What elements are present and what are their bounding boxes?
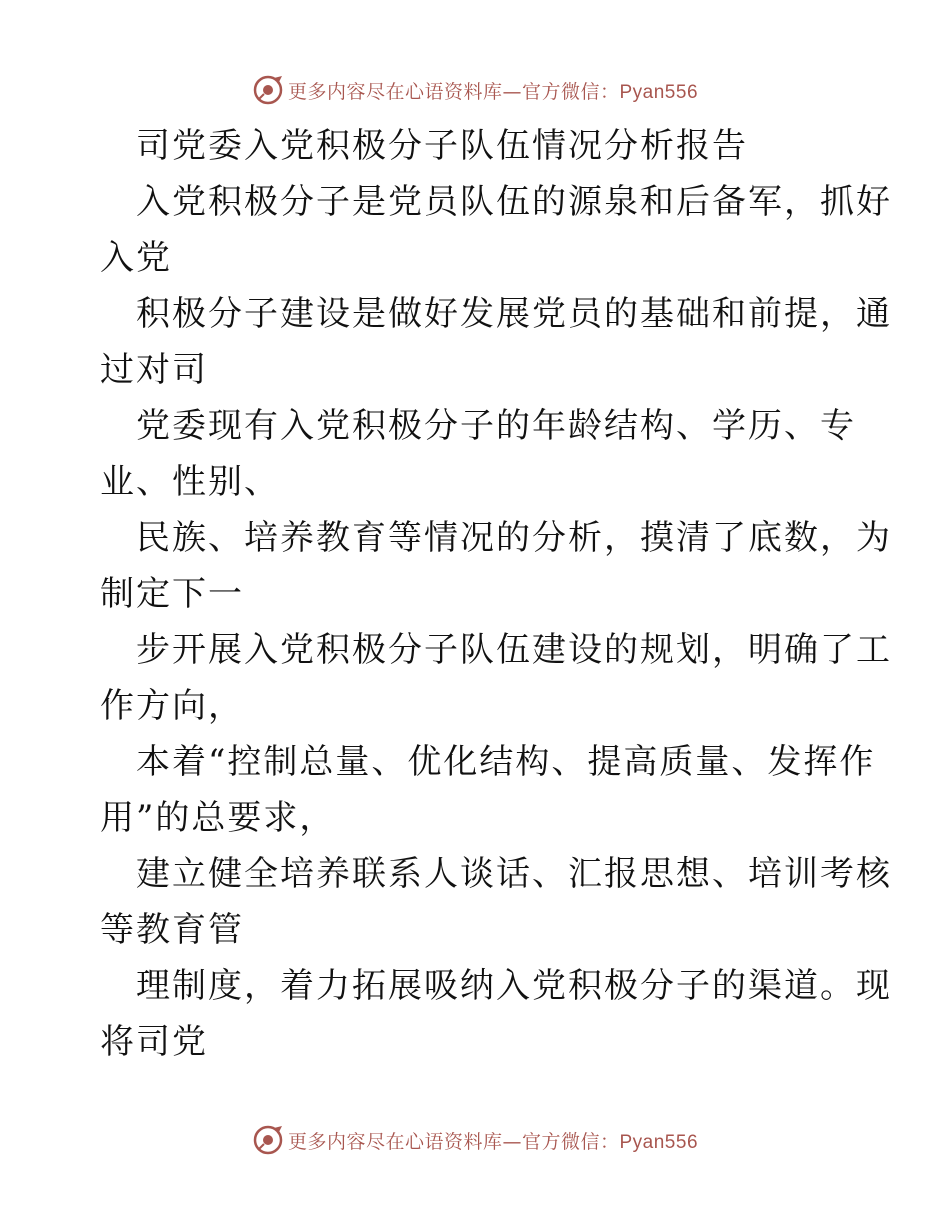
site-text: 更多内容尽在心语资料库 [287, 80, 503, 103]
text-line: 民族、培养教育等情况的分析，摸清了底数，为 [136, 518, 892, 558]
text-line: 过对司 [100, 350, 208, 390]
watermark-text [288, 1127, 698, 1154]
text-line: 作方向， [100, 686, 244, 726]
header-watermark-banner [0, 72, 950, 108]
wechat-id: Pyan556 [619, 1131, 699, 1153]
wechat-label: 官方微信： [521, 1130, 620, 1153]
dash: — [502, 80, 522, 103]
text-line: 用”的总要求， [100, 798, 336, 838]
text-line: 等教育管 [100, 910, 244, 950]
text-line: 建立健全培养联系人谈话、汇报思想、培训考核 [136, 854, 892, 894]
text-line: 司党委入党积极分子队伍情况分析报告 [136, 126, 748, 166]
dash: — [502, 1130, 522, 1153]
footer-watermark-banner [0, 1122, 950, 1158]
text-line: 入党积极分子是党员队伍的源泉和后备军，抓好 [136, 182, 892, 222]
quill-logo-icon [252, 1124, 284, 1156]
text-line: 理制度，着力拓展吸纳入党积极分子的渠道。现 [136, 966, 892, 1006]
site-text: 更多内容尽在心语资料库 [287, 1130, 503, 1153]
wechat-id: Pyan556 [619, 81, 699, 103]
text-line: 积极分子建设是做好发展党员的基础和前提，通 [136, 294, 892, 334]
text-line: 本着“控制总量、优化结构、提高质量、发挥作 [136, 742, 876, 782]
wechat-label: 官方微信： [521, 80, 620, 103]
text-line: 业、性别、 [100, 462, 280, 502]
document-body [100, 118, 892, 1070]
text-line: 入党 [100, 238, 172, 278]
text-line: 党委现有入党积极分子的年龄结构、学历、专 [136, 406, 856, 446]
text-line: 步开展入党积极分子队伍建设的规划，明确了工 [136, 630, 892, 670]
text-line: 制定下一 [100, 574, 244, 614]
quill-logo-icon [252, 74, 284, 106]
watermark-text [288, 77, 698, 104]
text-line: 将司党 [100, 1022, 208, 1062]
